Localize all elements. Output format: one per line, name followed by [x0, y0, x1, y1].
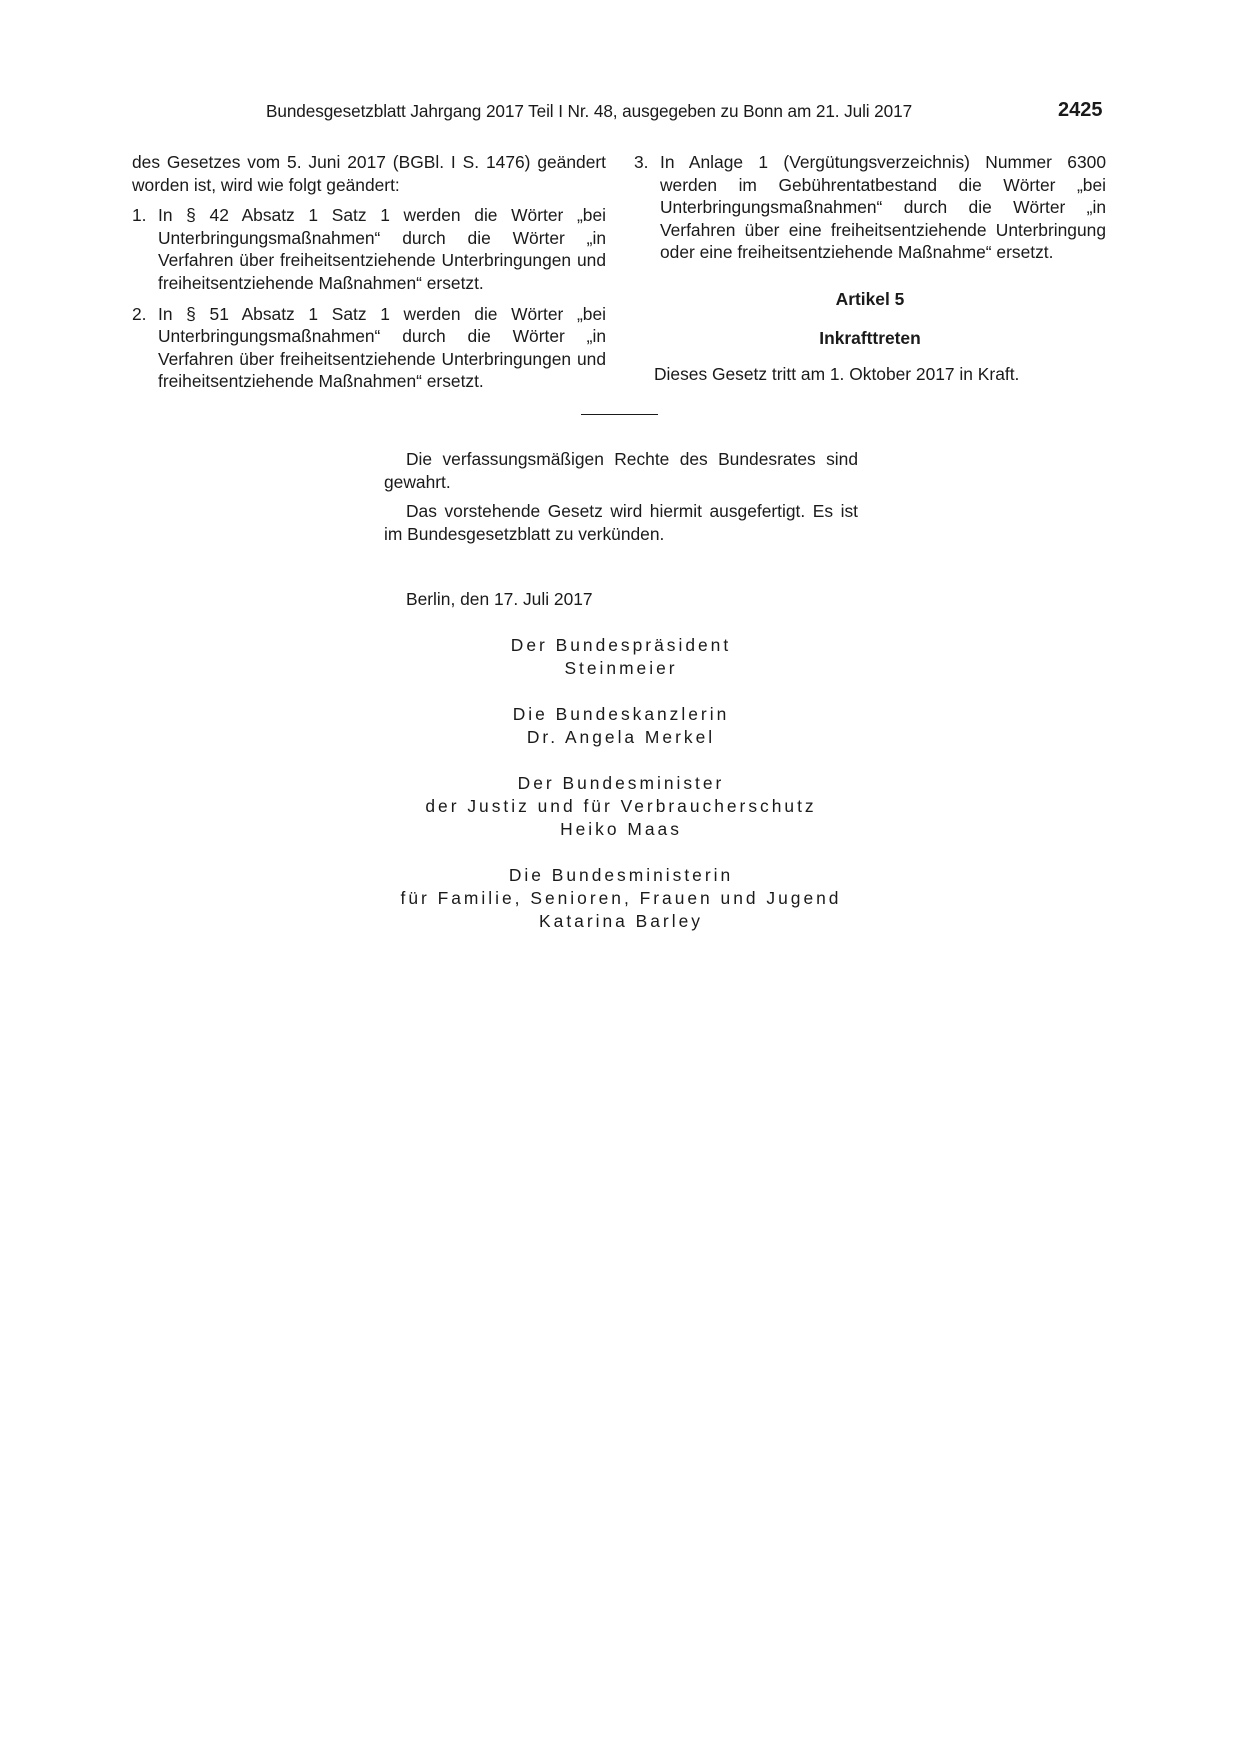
running-header: Bundesgesetzblatt Jahrgang 2017 Teil I Nr. 48, ausgegeben zu Bonn am 21. Juli 2017 [266, 101, 913, 121]
page-number: 2425 [1058, 99, 1103, 121]
signatory-title: Der Bundespräsident [510, 635, 732, 655]
intro-paragraph: des Gesetzes vom 5. Juni 2017 (BGBl. I S. 1476) geändert worden ist, wird wie folgt geändert: [132, 152, 606, 195]
signatory-name: Katarina Barley [539, 911, 703, 931]
list-item-number: 2. [132, 303, 147, 324]
signatory [334, 634, 908, 680]
right-column [634, 151, 1106, 403]
signatory-title: Die Bundeskanzlerin [512, 704, 730, 724]
signatory [334, 703, 908, 749]
list-item-text: In § 51 Absatz 1 Satz 1 werden die Wörter „bei Unterbringungsmaßnahmen“ durch die Wörter „in Verfahren über freiheitsentziehende Unterbringungen und freiheitsentziehende Maßnahmen“ ersetzt. [158, 303, 606, 392]
signature-block [334, 634, 908, 956]
signatory-title: Die Bundesministerin [508, 865, 734, 885]
signatory-name: Steinmeier [564, 658, 678, 678]
list-item-number: 1. [132, 205, 147, 226]
signatory-title: Der Bundesminister [517, 773, 725, 793]
list-item-text: In Anlage 1 (Vergütungsverzeichnis) Nummer 6300 werden im Gebührentatbestand die Wörter „bei Unterbringungsmaßnahmen“ durch die Wörter „in Verfahren über eine freiheitsentziehende Unterbringung oder eine freiheitsentziehende Maßnahme“ ersetzt. [660, 152, 1106, 263]
signatory-name: Heiko Maas [560, 819, 682, 839]
signatory-subtitle: für Familie, Senioren, Frauen und Jugend [400, 888, 842, 908]
closing-paragraph: Die verfassungsmäßigen Rechte des Bundesrates sind gewahrt. [384, 449, 858, 492]
article-number: Artikel 5 [835, 288, 905, 309]
signatory [334, 864, 908, 933]
list-item [132, 204, 606, 294]
left-column [132, 151, 606, 393]
article-title: Inkrafttreten [819, 327, 921, 348]
closing-formula [384, 448, 858, 552]
signatory [334, 772, 908, 841]
signatory-name: Dr. Angela Merkel [526, 727, 716, 747]
article-text: Dieses Gesetz tritt am 1. Oktober 2017 in Kraft. [654, 364, 1020, 385]
list-item [634, 151, 1106, 264]
signatory-subtitle: der Justiz und für Verbraucherschutz [425, 796, 817, 816]
list-item-text: In § 42 Absatz 1 Satz 1 werden die Wörter „bei Unterbringungsmaßnahmen“ durch die Wörter „in Verfahren über freiheitsentziehende Unterbringungen und freiheitsentziehende Maßnahmen“ ersetzt. [158, 205, 606, 293]
dateline: Berlin, den 17. Juli 2017 [406, 589, 593, 609]
separator-rule [581, 414, 658, 415]
list-item [132, 303, 606, 393]
closing-paragraph: Das vorstehende Gesetz wird hiermit ausgefertigt. Es ist im Bundesgesetzblatt zu verkünden. [384, 501, 858, 544]
list-item-number: 3. [634, 152, 649, 172]
